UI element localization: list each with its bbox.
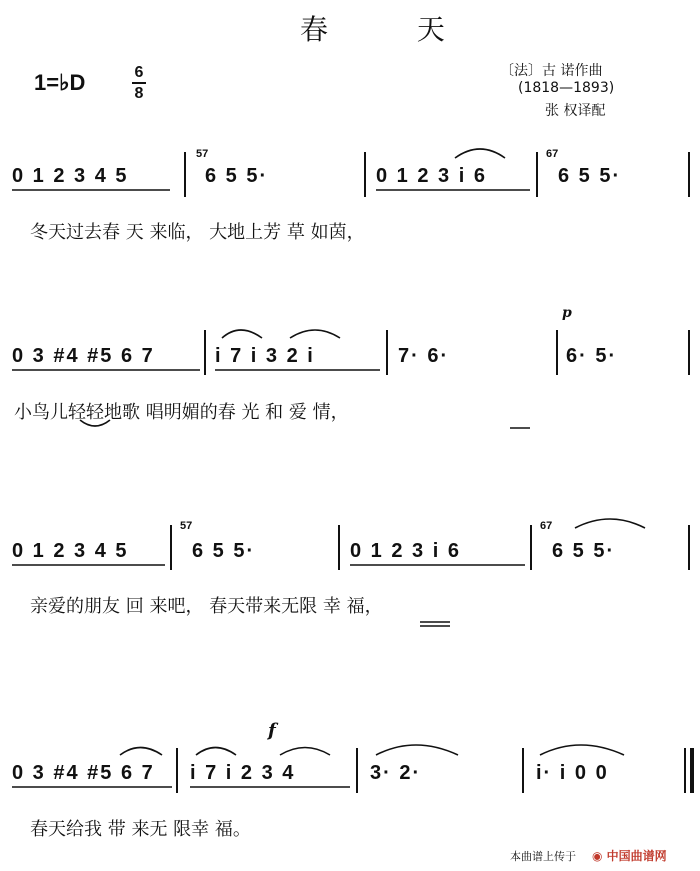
row3-measure4: 6 5 5· bbox=[552, 540, 616, 562]
row3-measure2: 6 5 5· bbox=[192, 540, 256, 562]
row2-measure3: 7· 6· bbox=[398, 345, 450, 367]
row4-measure2: i 7 i 2 3 4 bbox=[190, 762, 296, 784]
row4-lyrics: 春天给我 带 来无 限幸 福。 bbox=[30, 819, 251, 840]
row1-lyrics: 冬天过去春 天 来临， 大地上芳 草 如茵， bbox=[30, 222, 365, 243]
row2-measure1: 0 3 #4 #5 6 7 bbox=[12, 345, 155, 367]
site-logo-icon: ◉ bbox=[592, 849, 603, 863]
row2-lyrics: 小鸟儿轻轻地歌 唱明媚的春 光 和 爱 情， bbox=[14, 402, 349, 423]
row4-measure1: 0 3 #4 #5 6 7 bbox=[12, 762, 155, 784]
row1-measure2: 6 5 5· bbox=[205, 165, 269, 187]
row2-measure2: i 7 i 3 2 i bbox=[215, 345, 315, 367]
footer-site bbox=[592, 847, 667, 864]
row3-measure1: 0 1 2 3 4 5 bbox=[12, 540, 129, 562]
row1-measure1: 0 1 2 3 4 5 bbox=[12, 165, 129, 187]
composer-credit: 〔法〕古 诺作曲 bbox=[500, 63, 603, 79]
footer-site-name: 中国曲谱网 bbox=[606, 849, 667, 863]
row4-measure4: i· i 0 0 bbox=[536, 762, 609, 784]
row3-measure3: 0 1 2 3 i 6 bbox=[350, 540, 461, 562]
meter-top: 6 bbox=[134, 64, 144, 81]
row1-measure3: 0 1 2 3 i 6 bbox=[376, 165, 487, 187]
dynamic-marking: p bbox=[562, 305, 572, 321]
grace-note: 57 bbox=[180, 520, 193, 532]
grace-note: 67 bbox=[546, 148, 559, 160]
grace-note: 67 bbox=[540, 520, 553, 532]
composer-years: (1818—1893) bbox=[518, 80, 615, 96]
footer-upload: 本曲谱上传于 bbox=[510, 850, 576, 863]
dynamic-marking: f bbox=[268, 720, 276, 741]
page-title: 春 天 bbox=[300, 13, 485, 46]
grace-note: 57 bbox=[196, 148, 209, 160]
row4-measure3: 3· 2· bbox=[370, 762, 422, 784]
arranger-credit: 张 权译配 bbox=[545, 103, 606, 119]
row1-measure4: 6 5 5· bbox=[558, 165, 622, 187]
meter-bottom: 8 bbox=[134, 85, 144, 102]
row3-lyrics: 亲爱的朋友 回 来吧， 春天带来无限 幸 福， bbox=[30, 596, 383, 617]
key-signature: 1=♭D bbox=[34, 70, 86, 95]
row2-measure4: 6· 5· bbox=[566, 345, 618, 367]
